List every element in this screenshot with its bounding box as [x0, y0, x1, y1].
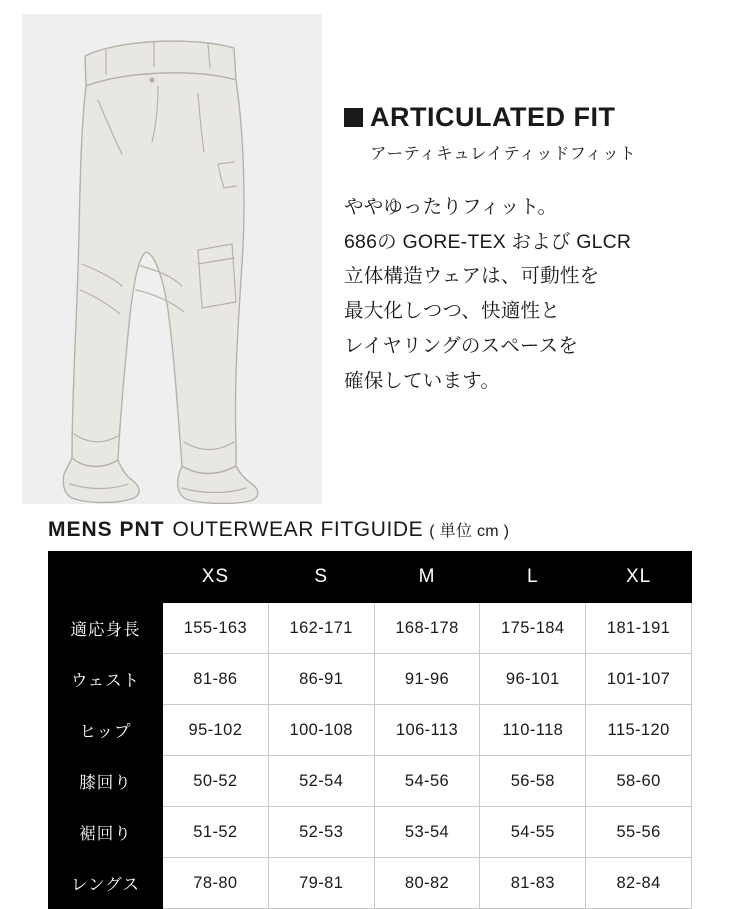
row-label-knee: 膝回り: [49, 756, 163, 807]
col-header-m: M: [374, 552, 480, 603]
row-label-length: レングス: [49, 858, 163, 909]
fitguide-heading-regular: OUTERWEAR FITGUIDE: [172, 518, 424, 541]
row-label-waist: ウェスト: [49, 654, 163, 705]
table-row: [49, 756, 692, 807]
table-row: [49, 807, 692, 858]
col-header-s: S: [268, 552, 374, 603]
cell-hem-xl: 55-56: [586, 807, 692, 858]
row-label-height: 適応身長: [49, 603, 163, 654]
fit-line-1: ややゆったりフィット。: [344, 196, 558, 218]
cell-hem-l: 54-55: [480, 807, 586, 858]
col-header-l: L: [480, 552, 586, 603]
fit-subtitle: アーティキュレイティッドフィット: [370, 145, 637, 163]
cell-waist-l: 96-101: [480, 654, 586, 705]
size-table-body: [49, 603, 692, 909]
cell-length-l: 81-83: [480, 858, 586, 909]
cell-waist-xl: 101-107: [586, 654, 692, 705]
cell-hip-s: 100-108: [268, 705, 374, 756]
col-header-xl: XL: [586, 552, 692, 603]
table-row: [49, 858, 692, 909]
pants-illustration: [22, 14, 322, 504]
cell-knee-xs: 50-52: [163, 756, 269, 807]
table-header-row: [49, 552, 692, 603]
row-label-hem: 裾回り: [49, 807, 163, 858]
button-detail: [149, 77, 154, 82]
cell-hip-xs: 95-102: [163, 705, 269, 756]
cell-waist-xs: 81-86: [163, 654, 269, 705]
cell-hip-m: 106-113: [374, 705, 480, 756]
fit-line-5: レイヤリングのスペースを: [344, 334, 579, 357]
cell-height-m: 168-178: [374, 603, 480, 654]
fitguide-heading: [48, 518, 740, 542]
col-header-xs: XS: [163, 552, 269, 603]
cell-knee-l: 56-58: [480, 756, 586, 807]
cell-hem-xs: 51-52: [163, 807, 269, 858]
table-row: [49, 603, 692, 654]
pants-line-drawing-svg: [22, 14, 322, 504]
cell-length-s: 79-81: [268, 858, 374, 909]
cell-hip-xl: 115-120: [586, 705, 692, 756]
cell-waist-m: 91-96: [374, 654, 480, 705]
cell-length-m: 80-82: [374, 858, 480, 909]
cell-length-xl: 82-84: [586, 858, 692, 909]
cell-height-xl: 181-191: [586, 603, 692, 654]
fit-line-2: 686の GORE-TEX および GLCR: [344, 230, 632, 253]
fit-title-text: ARTICULATED FIT: [370, 102, 616, 132]
cell-length-xs: 78-80: [163, 858, 269, 909]
fit-line-4: 最大化しつつ、快適性と: [344, 300, 560, 323]
square-bullet-icon: [344, 108, 363, 127]
cell-height-xs: 155-163: [163, 603, 269, 654]
cell-hem-s: 52-53: [268, 807, 374, 858]
cell-knee-s: 52-54: [268, 756, 374, 807]
cell-height-s: 162-171: [268, 603, 374, 654]
size-table: [48, 551, 692, 909]
table-row: [49, 705, 692, 756]
cell-hem-m: 53-54: [374, 807, 480, 858]
fit-line-3: 立体構造ウェアは、可動性を: [344, 265, 600, 288]
cell-waist-s: 86-91: [268, 654, 374, 705]
cell-knee-xl: 58-60: [586, 756, 692, 807]
cell-knee-m: 54-56: [374, 756, 480, 807]
fitguide-heading-bold: MENS PNT: [48, 518, 165, 541]
size-table-head: [49, 552, 692, 603]
table-row: [49, 654, 692, 705]
table-corner-cell: [49, 552, 163, 603]
fit-copy: [344, 102, 716, 398]
fitguide-heading-unit: ( 単位 cm ): [429, 523, 510, 540]
cell-hip-l: 110-118: [480, 705, 586, 756]
fit-description: [344, 190, 716, 398]
fit-title: [344, 102, 716, 133]
row-label-hip: ヒップ: [49, 705, 163, 756]
cell-height-l: 175-184: [480, 603, 586, 654]
fit-line-6: 確保しています。: [344, 369, 501, 392]
